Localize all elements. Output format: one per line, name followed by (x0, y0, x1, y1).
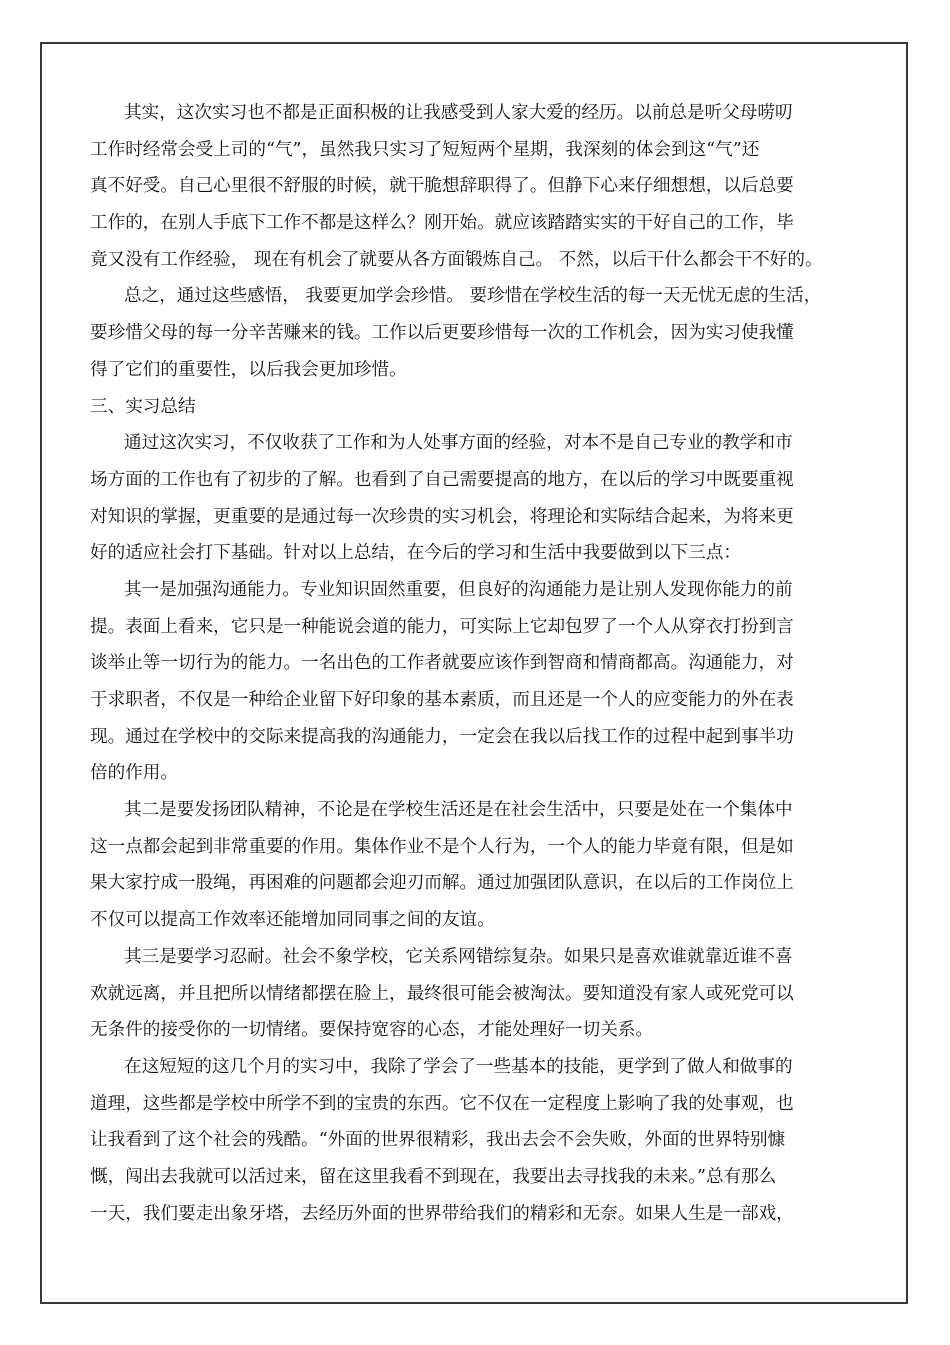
text-line: 三、实习总结 (90, 396, 196, 417)
text-line: 道理，这些都是学校中所学不到的宝贵的东西。它不仅在一定程度上影响了我的处事观，也 (90, 1093, 794, 1114)
document-body (90, 95, 850, 1232)
text-line: 好的适应社会打下基础。针对以上总结，在今后的学习和生活中我要做到以下三点： (90, 543, 741, 564)
text-line: 无条件的接受你的一切情绪。要保持宽容的心态，才能处理好一切关系。 (90, 1020, 654, 1041)
text-line: 慨，闯出去我就可以活过来，留在这里我看不到现在，我要出去寻找我的未来。”总有那么 (90, 1166, 777, 1187)
text-line: 对知识的掌握，更重要的是通过每一次珍贵的实习机会，将理论和实际结合起来，为将来更 (90, 506, 794, 527)
text-line: 谈举止等一切行为的能力。一名出色的工作者就要应该作到智商和情商都高。沟通能力，对 (90, 653, 794, 674)
text-line: 倍的作用。 (90, 763, 178, 784)
paragraph-first-line: 其实，这次实习也不都是正面积极的让我感受到人家大爱的经历。以前总是听父母唠叨 (124, 103, 793, 123)
paragraph-first-line: 其一是加强沟通能力。专业知识固然重要，但良好的沟通能力是让别人发现你能力的前 (124, 579, 793, 600)
text-line: 真不好受。自己心里很不舒服的时候，就干脆想辞职得了。但静下心来仔细想想，以后总要 (90, 176, 794, 197)
text-line: 提。表面上看来，它只是一种能说会道的能力，可实际上它却包罗了一个人从穿衣打扮到言 (90, 616, 794, 637)
text-line: 场方面的工作也有了初步的了解。也看到了自己需要提高的地方，在以后的学习中既要重视 (90, 469, 794, 490)
text-line: 欢就远离，并且把所以情绪都摆在脸上，最终很可能会被淘汰。要知道没有家人或死党可以 (90, 983, 794, 1004)
text-line: 这一点都会起到非常重要的作用。集体作业不是个人行为，一个人的能力毕竟有限，但是如 (90, 836, 794, 857)
paragraph-first-line: 通过这次实习，不仅收获了工作和为人处事方面的经验，对本不是自己专业的教学和市 (124, 433, 793, 454)
text-line: 一天，我们要走出象牙塔，去经历外面的世界带给我们的精彩和无奈。如果人生是一部戏， (90, 1203, 794, 1224)
text-line: 要珍惜父母的每一分辛苦赚来的钱。工作以后更要珍惜每一次的工作机会，因为实习使我懂 (90, 323, 794, 344)
text-line: 让我看到了这个社会的残酷。“外面的世界很精彩，我出去会不会失败，外面的世界特别慷 (90, 1130, 786, 1151)
text-line: 于求职者，不仅是一种给企业留下好印象的基本素质，而且还是一个人的应变能力的外在表 (90, 690, 794, 710)
text-line: 现。通过在学校中的交际来提高我的沟通能力，一定会在我以后找工作的过程中起到事半功 (90, 726, 794, 747)
paragraph-first-line: 其三是要学习忍耐。社会不象学校，它关系网错综复杂。如果只是喜欢谁就靠近谁不喜 (124, 946, 793, 967)
text-line: 不仅可以提高工作效率还能增加同同事之间的友谊。 (90, 910, 495, 931)
text-line: 竟又没有工作经验， 现在有机会了就要从各方面锻炼自己。 不然，以后干什么都会干不好的。 (90, 249, 823, 270)
paragraph-first-line: 其二是要发扬团队精神，不论是在学校生活还是在社会生活中，只要是处在一个集体中 (124, 800, 793, 821)
paragraph-first-line: 总之，通过这些感悟， 我要更加学会珍惜。 要珍惜在学校生活的每一天无忧无虑的生活， (124, 286, 822, 307)
text-line: 工作时经常会受上司的“气”，虽然我只实习了短短两个星期，我深刻的体会到这“气”还 (90, 139, 760, 160)
text-line: 果大家拧成一股绳，再困难的问题都会迎刃而解。通过加强团队意识，在以后的工作岗位上 (90, 873, 794, 894)
text-line: 得了它们的重要性，以后我会更加珍惜。 (90, 359, 407, 380)
text-line: 工作的，在别人手底下工作不都是这样么？刚开始。就应该踏踏实实的干好自己的工作，毕 (90, 213, 794, 234)
paragraph-first-line: 在这短短的这几个月的实习中，我除了学会了一些基本的技能，更学到了做人和做事的 (124, 1056, 793, 1077)
